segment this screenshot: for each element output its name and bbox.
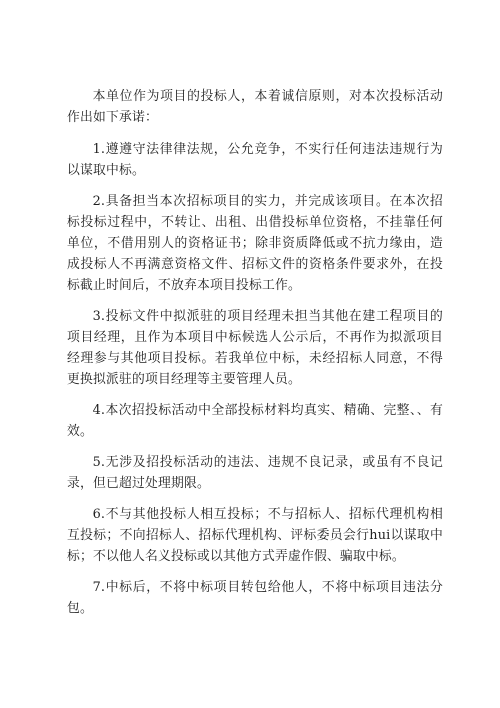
commitment-item-7: 7.中标后，不将中标项目转包给他人，不将中标项目违法分包。 [67, 580, 443, 616]
intro-paragraph: 本单位作为项目的投标人，本着诚信原则，对本次投标活动作出如下承诺： [67, 89, 443, 125]
commitment-letter [67, 86, 443, 629]
commitment-item-3: 3.投标文件中拟派驻的项目经理未担当其他在建工程项目的项目经理，且作为本项目中标候选人公示后，不再作为拟派项目经理参与其他项目投标。若我单位中标，未经招标人同意，不得更换拟派驻的项目经理等主要管理人员。 [67, 309, 443, 387]
commitment-item-6: 6.不与其他投标人相互投标；不与招标人、招标代理机构相互投标；不向招标人、招标代理机构、评标委员会行hui以谋取中标；不以他人名义投标或以其他方式弄虚作假、骗取中标。 [67, 507, 443, 564]
commitment-item-5: 5.无涉及招投标活动的违法、违规不良记录，或虽有不良记录，但已超过处理期限。 [67, 455, 443, 491]
commitment-item-1: 1.遵遵守法律律法规，公允竞争，不实行任何违法违规行为以谋取中标。 [67, 142, 443, 178]
commitment-item-2: 2.具备担当本次招标项目的实力，并完成该项目。在本次招标投标过程中，不转让、出租、出借投标单位资格，不挂靠任何单位，不借用别人的资格证书；除非资质降低或不抗力缘由，造成投标人不再满意资格文件、招标文件的资格条件要求外，在投标截止时间后，不放弃本项目投标工作。 [67, 194, 443, 293]
commitment-item-4: 4.本次招投标活动中全部投标材料均真实、精确、完整、、有效。 [67, 403, 443, 439]
